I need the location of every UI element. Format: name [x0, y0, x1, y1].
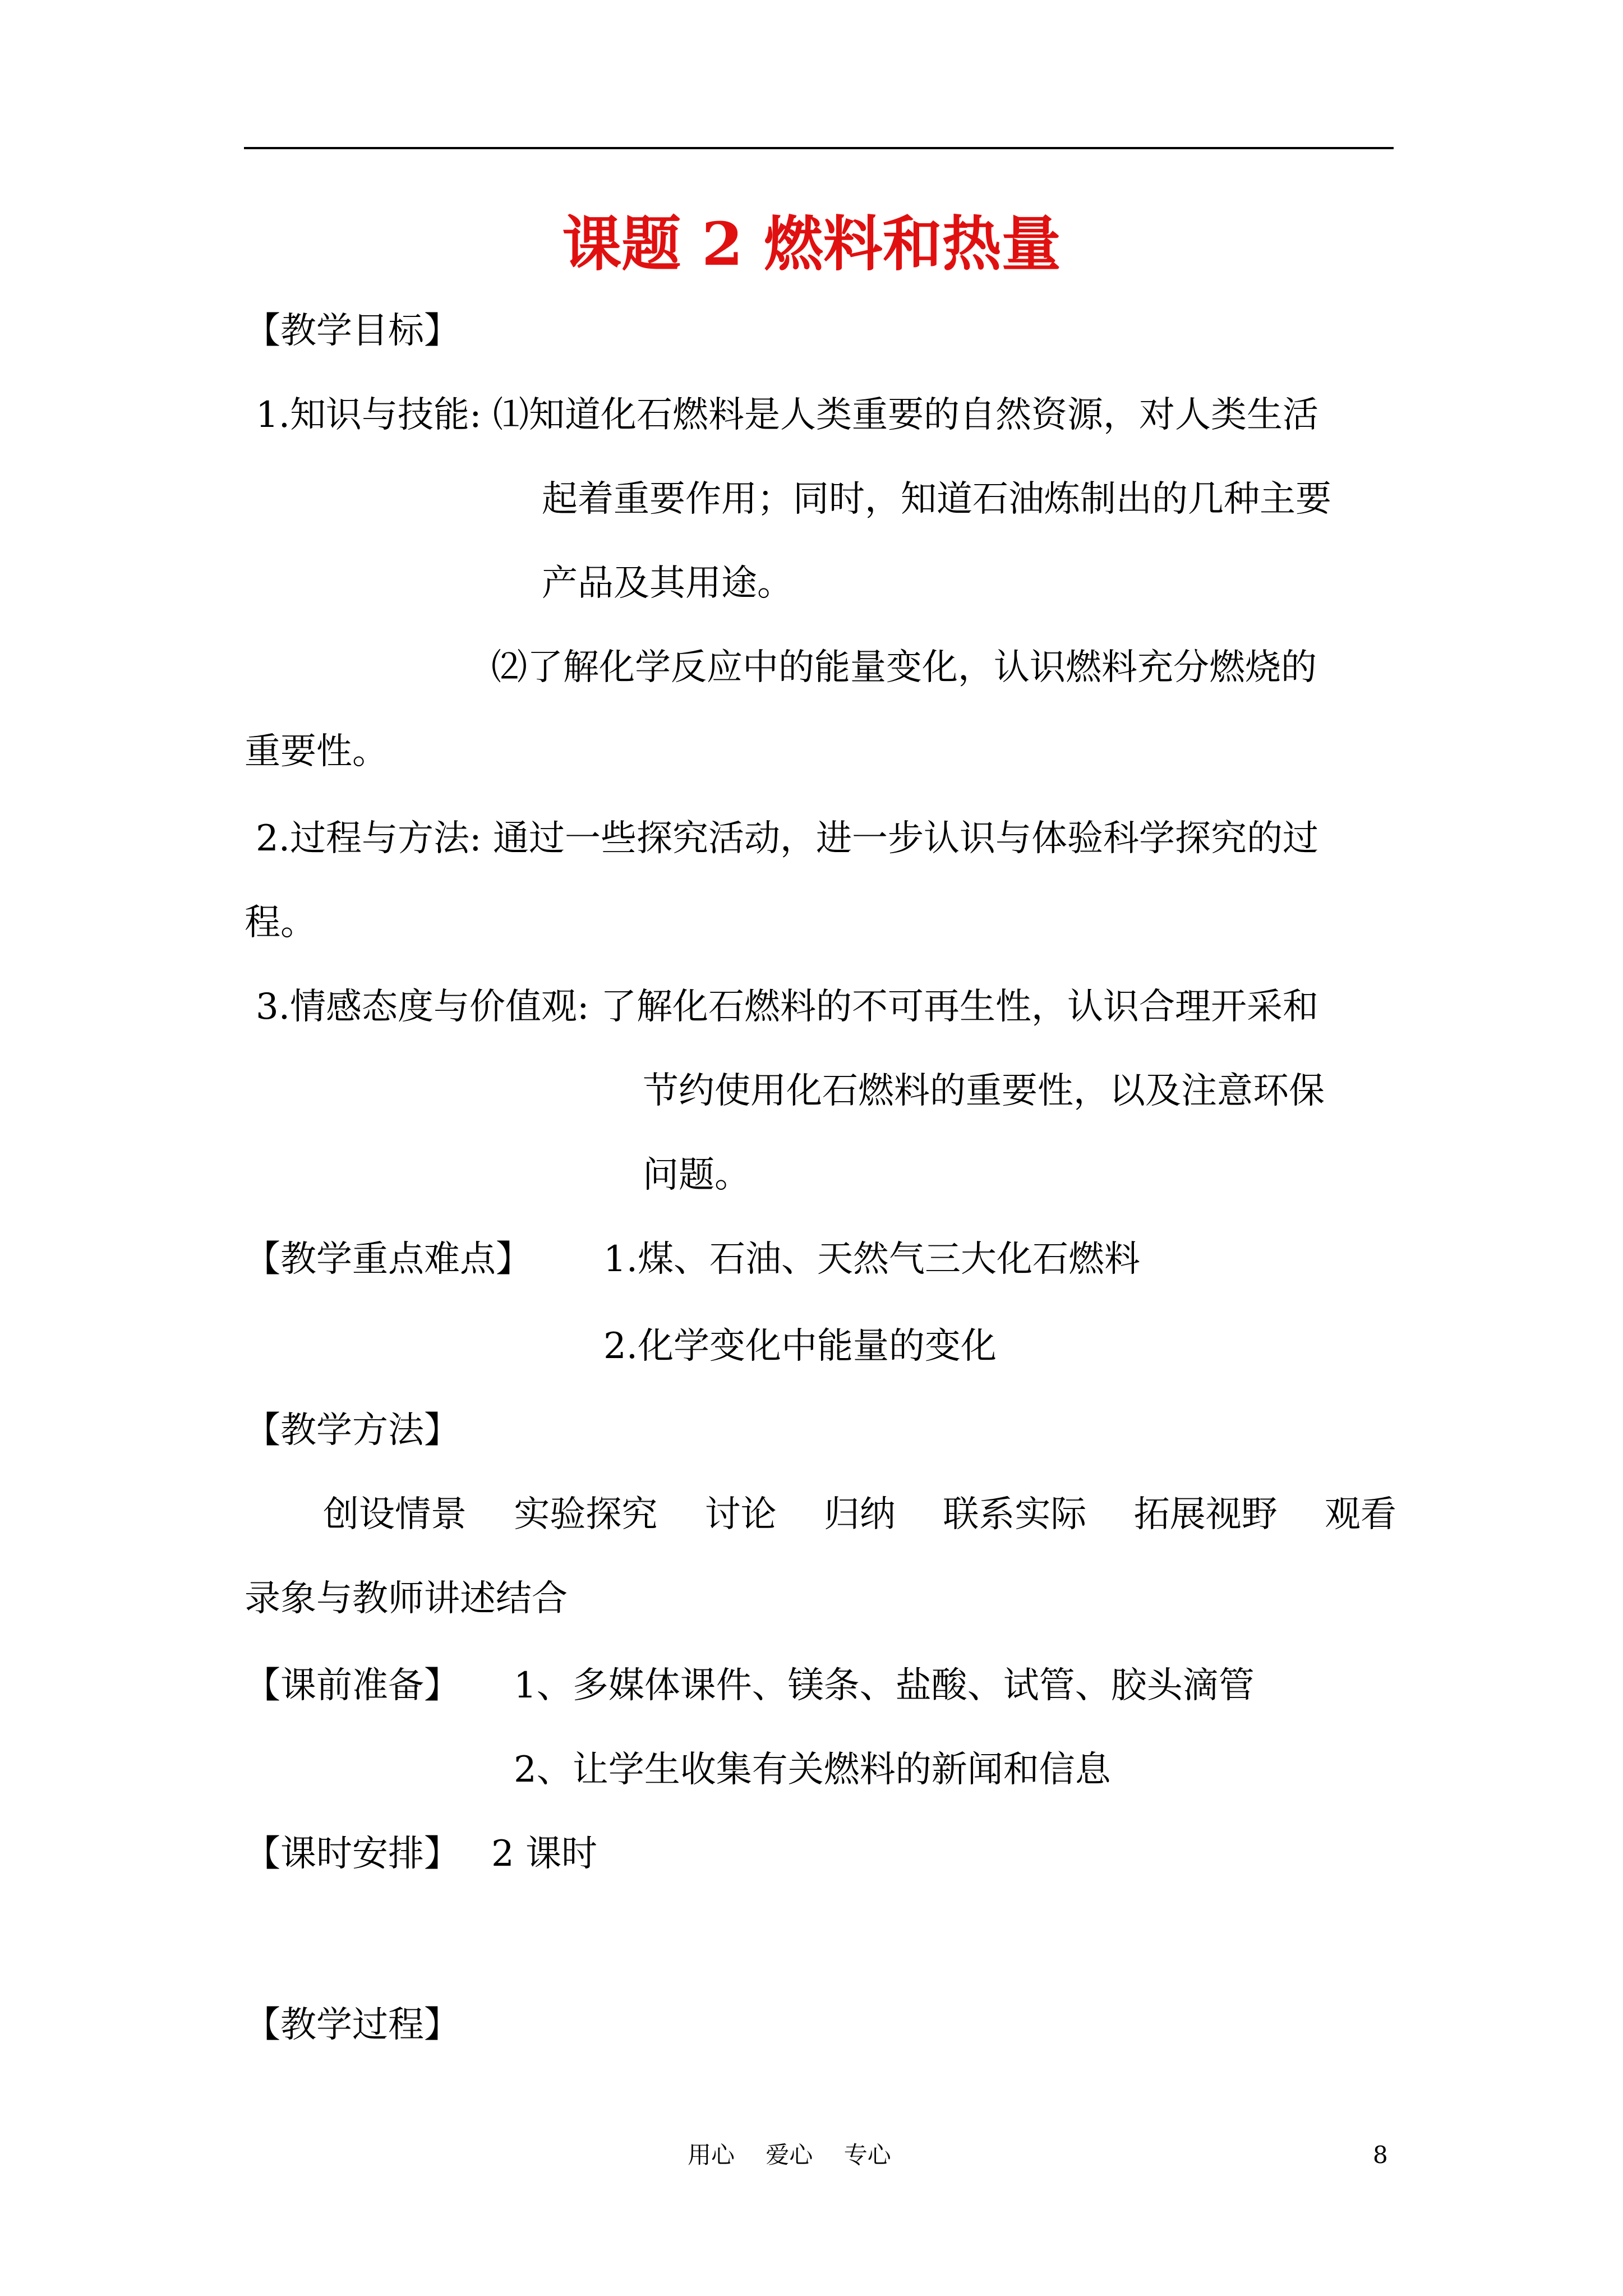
objective-emotion-cont-1: 节约使用化石燃料的重要性，以及注意环保	[643, 1070, 1325, 1112]
key-points-heading: 【教学重点难点】	[245, 1239, 532, 1280]
footer-motto: 用心 爱心 专心	[688, 2141, 891, 2169]
objective-process: 2.过程与方法: 通过一些探究活动，进一步认识与体验科学探究的过	[256, 818, 1318, 859]
methods-heading: 【教学方法】	[245, 1410, 460, 1451]
objective-knowledge-2: ⑵了解化学反应中的能量变化，认识燃料充分燃烧的	[491, 647, 1317, 688]
page-title: 课题 2 燃料和热量	[562, 209, 1061, 279]
objective-emotion-cont-2: 问题。	[643, 1154, 750, 1196]
methods-line-1: 创设情景 实验探究 讨论 归纳 联系实际 拓展视野 观看	[323, 1494, 1397, 1535]
header-rule	[244, 147, 1394, 149]
key-point-2: 2.化学变化中能量的变化	[603, 1326, 997, 1367]
key-point-1: 1.煤、石油、天然气三大化石燃料	[603, 1239, 1141, 1280]
preparation-item-2: 2、让学生收集有关燃料的新闻和信息	[514, 1749, 1111, 1791]
schedule-heading: 【课时安排】	[245, 1833, 460, 1875]
objective-knowledge-2-cont: 重要性。	[245, 731, 388, 772]
objective-knowledge-cont-1: 起着重要作用；同时，知道石油炼制出的几种主要	[542, 478, 1331, 520]
objective-emotion: 3.情感态度与价值观: 了解化石燃料的不可再生性，认识合理开采和	[256, 986, 1318, 1028]
objective-process-cont: 程。	[245, 902, 316, 944]
objective-knowledge: 1.知识与技能: ⑴知道化石燃料是人类重要的自然资源，对人类生活	[256, 394, 1318, 436]
objectives-heading: 【教学目标】	[245, 310, 460, 352]
objective-knowledge-cont-2: 产品及其用途。	[542, 563, 793, 604]
preparation-item-1: 1、多媒体课件、镁条、盐酸、试管、胶头滴管	[514, 1665, 1255, 1706]
schedule-value: 2 课时	[491, 1833, 598, 1875]
page-number: 8	[1373, 2141, 1388, 2169]
preparation-heading: 【课前准备】	[245, 1665, 460, 1706]
process-heading: 【教学过程】	[245, 2004, 460, 2046]
methods-line-2: 录象与教师讲述结合	[245, 1578, 568, 1619]
